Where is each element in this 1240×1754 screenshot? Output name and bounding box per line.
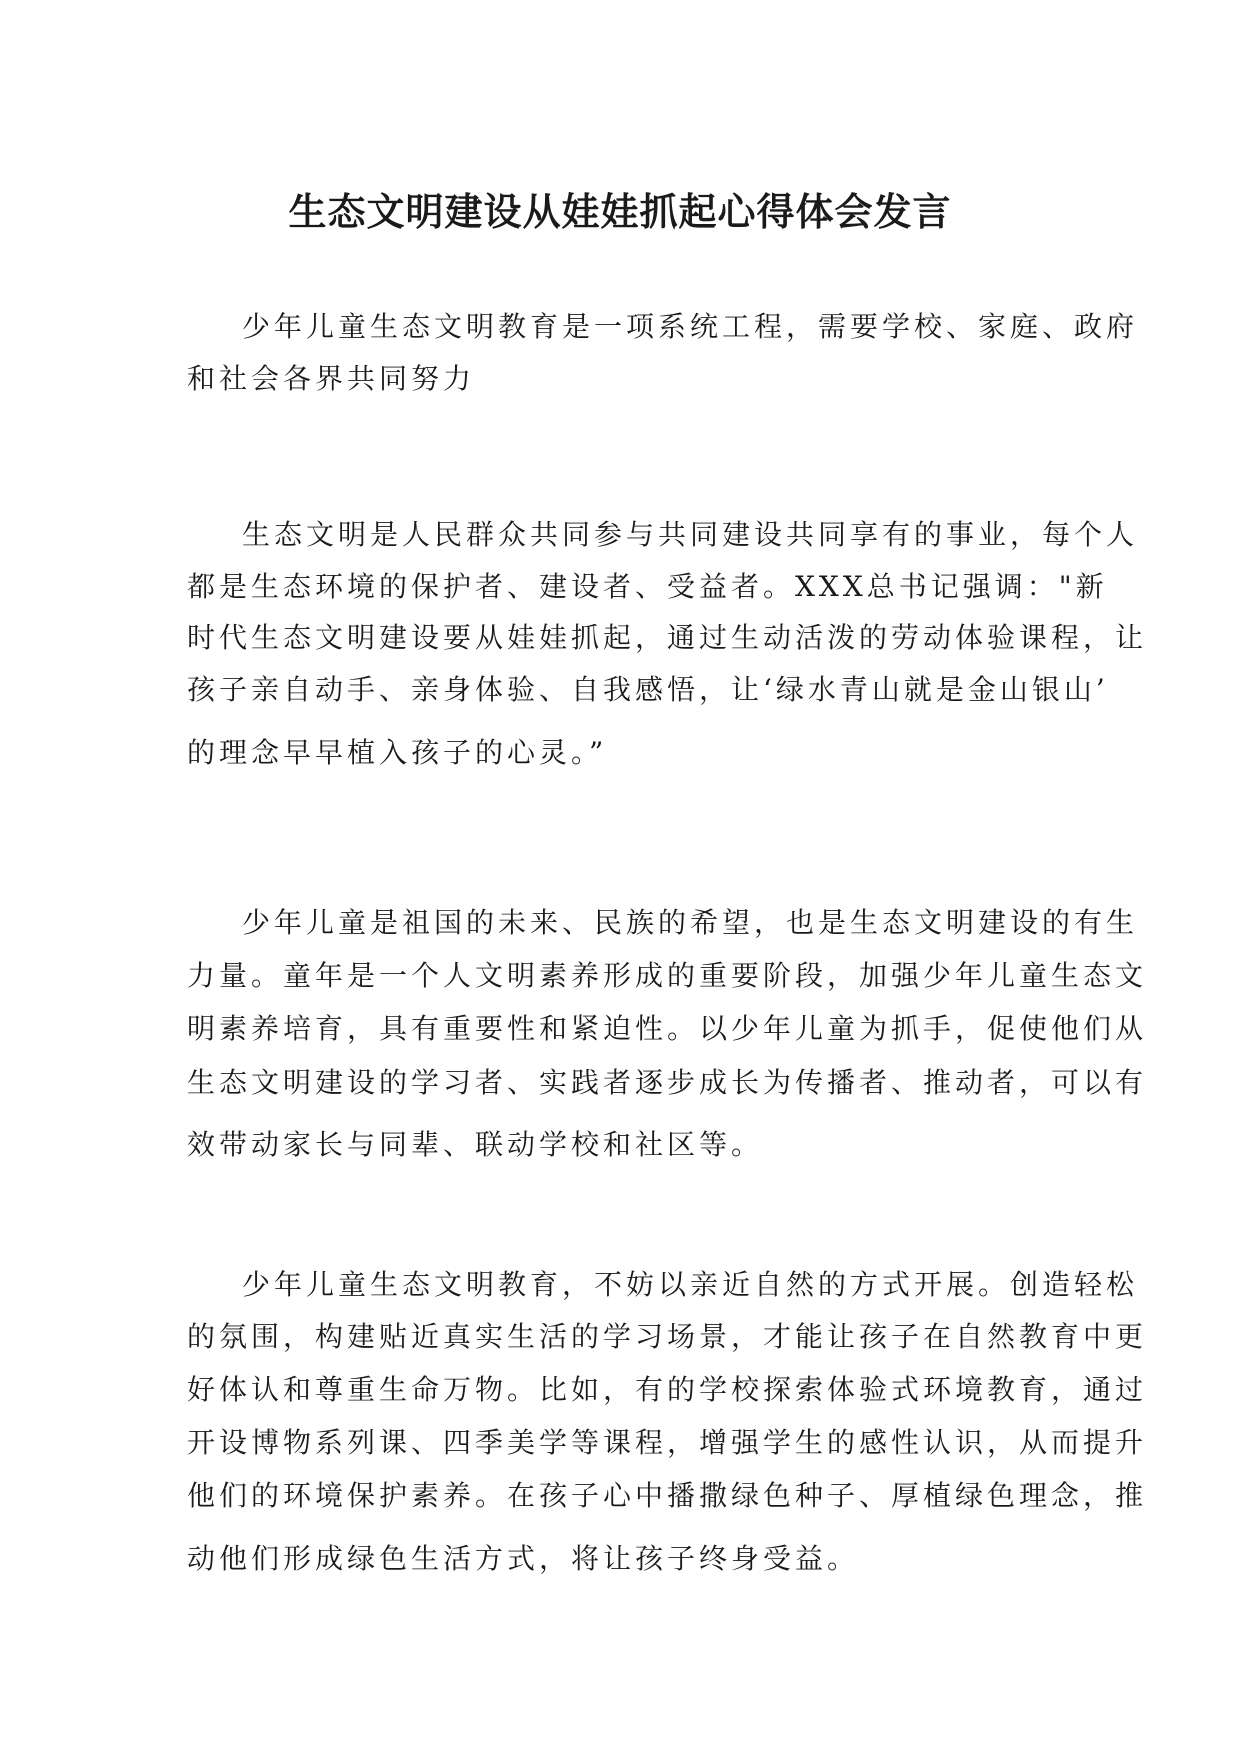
paragraph-line: 动他们形成绿色生活方式，将让孩子终身受益。: [187, 1542, 860, 1575]
document-title: 生态文明建设从娃娃抓起心得体会发言: [288, 189, 952, 234]
paragraph-line: 好体认和尊重生命万物。比如，有的学校探索体验式环境教育，通过: [187, 1373, 1148, 1406]
paragraph-line: 的氛围，构建贴近真实生活的学习场景，才能让孩子在自然教育中更: [187, 1320, 1148, 1353]
paragraph-line: 开设博物系列课、四季美学等课程，增强学生的感性认识，从而提升: [187, 1426, 1148, 1459]
paragraph-line: 的理念早早植入孩子的心灵。”: [187, 736, 608, 769]
paragraph-line: 少年儿童生态文明教育是一项系统工程，需要学校、家庭、政府: [242, 310, 1139, 343]
paragraph-line: 少年儿童生态文明教育，不妨以亲近自然的方式开展。创造轻松: [242, 1268, 1139, 1301]
paragraph-line: 生态文明建设的学习者、实践者逐步成长为传播者、推动者，可以有: [187, 1066, 1148, 1099]
paragraph-line: 他们的环境保护素养。在孩子心中播撒绿色种子、厚植绿色理念，推: [187, 1479, 1148, 1512]
paragraph-line: 力量。童年是一个人文明素养形成的重要阶段，加强少年儿童生态文: [187, 959, 1148, 992]
paragraph-line: 效带动家长与同辈、联动学校和社区等。: [187, 1128, 764, 1161]
paragraph-line: 时代生态文明建设要从娃娃抓起，通过生动活泼的劳动体验课程，让: [187, 621, 1148, 654]
paragraph-line: 生态文明是人民群众共同参与共同建设共同享有的事业，每个人: [242, 518, 1139, 551]
paragraph-line: 都是生态环境的保护者、建设者、受益者。XXX总书记强调："新: [187, 570, 1108, 603]
paragraph-line: 少年儿童是祖国的未来、民族的希望，也是生态文明建设的有生: [242, 906, 1139, 939]
paragraph-line: 和社会各界共同努力: [187, 362, 476, 395]
paragraph-line: 孩子亲自动手、亲身体验、自我感悟，让‘绿水青山就是金山银山’: [187, 673, 1109, 706]
paragraph-line: 明素养培育，具有重要性和紧迫性。以少年儿童为抓手，促使他们从: [187, 1012, 1148, 1045]
